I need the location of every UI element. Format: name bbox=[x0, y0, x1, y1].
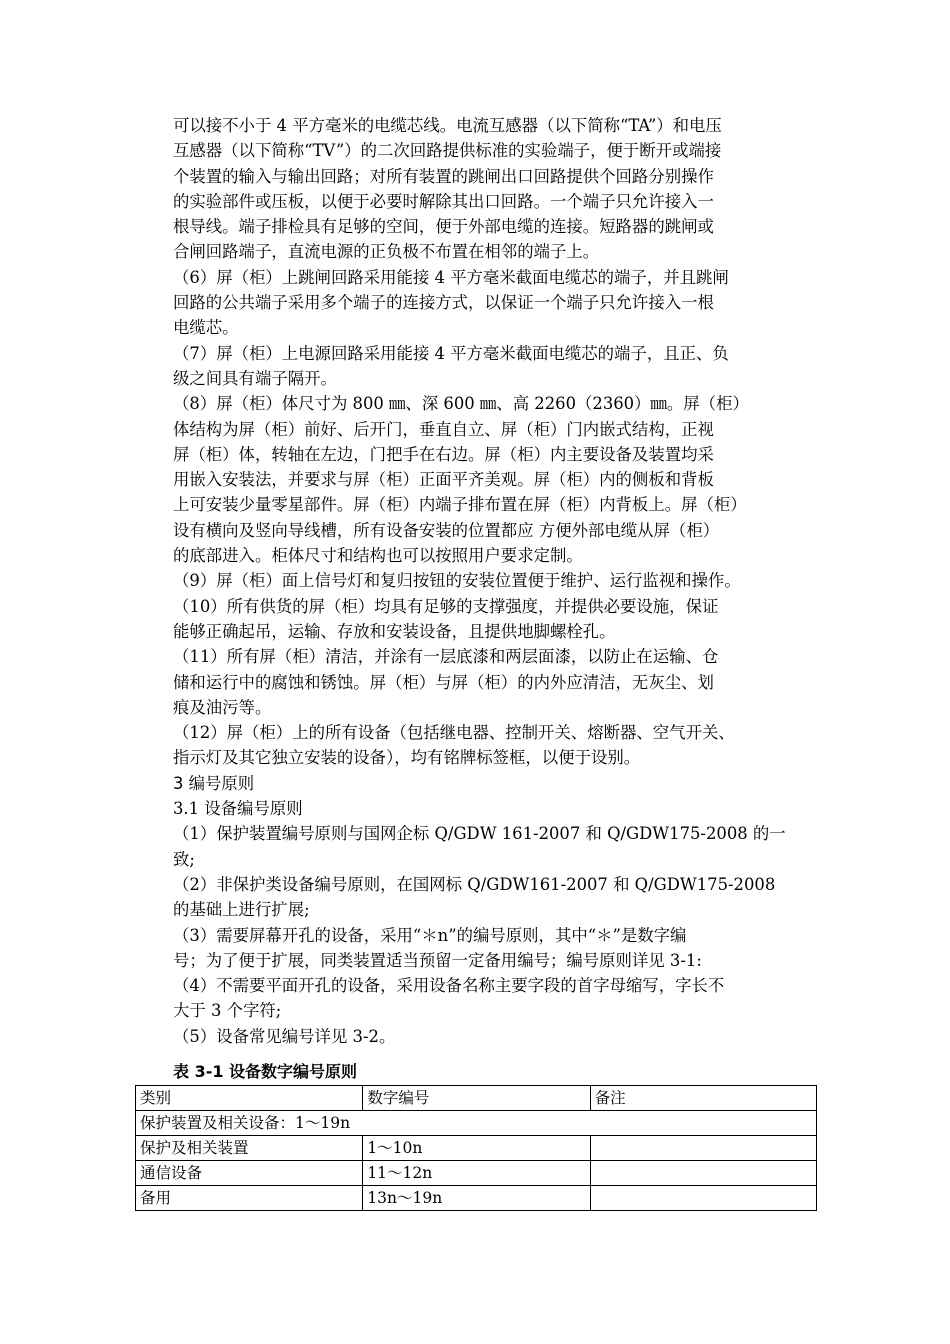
body-text-line: 设有横向及竖向导线槽，所有设备安装的位置都应 方便外部电缆从屏（柜） bbox=[173, 520, 720, 540]
body-text-line: 的实验部件或压板，以便于必要时解除其出口回路。一个端子只允许接入一 bbox=[173, 191, 714, 211]
table-row bbox=[136, 1136, 817, 1161]
body-text-line: （6）屏（柜）上跳闸回路采用能接 4 平方毫米截面电缆芯的端子，并且跳闸 bbox=[173, 267, 729, 287]
body-text-line: 个装置的输入与输出回路；对所有装置的跳闸出口回路提供个回路分别操作 bbox=[173, 166, 714, 186]
numbering-rule-line: （5）设备常见编号详见 3-2。 bbox=[173, 1026, 396, 1046]
body-text-line: （7）屏（柜）上电源回路采用能接 4 平方毫米截面电缆芯的端子，且正、负 bbox=[173, 343, 729, 363]
table-cell: 备用 bbox=[136, 1186, 363, 1211]
body-text-line: （11）所有屏（柜）清洁，并涂有一层底漆和两层面漆，以防止在运输、仓 bbox=[173, 647, 719, 667]
table-group-cell: 保护装置及相关设备：1～19n bbox=[136, 1111, 817, 1136]
body-text-line: 级之间具有端子隔开。 bbox=[173, 368, 337, 388]
body-text-line: 可以接不小于 4 平方毫米的电缆芯线。电流互感器（以下简称“TA”）和电压 bbox=[173, 116, 722, 135]
body-text-line: 能够正确起吊，运输、存放和安装设备，且提供地脚螺栓孔。 bbox=[173, 621, 616, 641]
body-text-line: （12）屏（柜）上的所有设备（包括继电器、控制开关、熔断器、空气开关、 bbox=[173, 723, 735, 743]
table-group-row bbox=[136, 1111, 817, 1136]
numbering-rule-line: 致; bbox=[173, 849, 195, 869]
body-text-line: 用嵌入安装法，并要求与屏（柜）正面平齐美观。屏（柜）内的侧板和背板 bbox=[173, 470, 714, 490]
body-text-line: 互感器（以下简称“TV”）的二次回路提供标准的实验端子，便于断开或端接 bbox=[173, 141, 722, 161]
numbering-rule-line: （2）非保护类设备编号原则，在国网标 Q/GDW161-2007 和 Q/GDW175-2008 bbox=[173, 874, 776, 894]
table-cell bbox=[590, 1161, 816, 1186]
body-text bbox=[173, 113, 811, 771]
body-text-line: 体结构为屏（柜）前好、后开门，垂直自立、屏（柜）门内嵌式结构，正视 bbox=[173, 419, 714, 439]
numbering-rule-line: （3）需要屏幕开孔的设备，采用“＊n”的编号原则，其中“＊”是数字编 bbox=[173, 925, 687, 945]
body-text-line: 痕及油污等。 bbox=[173, 697, 272, 717]
table-row bbox=[136, 1186, 817, 1211]
numbering-rule-line: 号；为了便于扩展，同类装置适当预留一定备用编号；编号原则详见 3-1: bbox=[173, 950, 702, 970]
body-text-line: 的底部进入。柜体尺寸和结构也可以按照用户要求定制。 bbox=[173, 546, 583, 566]
table-cell bbox=[590, 1136, 816, 1161]
numbering-rule-line: 的基础上进行扩展; bbox=[173, 900, 310, 920]
table-cell bbox=[590, 1186, 816, 1211]
body-text-line: （10）所有供货的屏（柜）均具有足够的支撑强度，并提供必要设施，保证 bbox=[173, 596, 719, 616]
body-text-line: 合闸回路端子，直流电源的正负极不布置在相邻的端子上。 bbox=[173, 242, 600, 262]
body-text-line: 上可安装少量零星部件。屏（柜）内端子排布置在屏（柜）内背板上。屏（柜） bbox=[173, 495, 747, 515]
body-text-line: （8）屏（柜）体尺寸为 800 ㎜、深 600 ㎜、高 2260（2360）㎜。屏（柜） bbox=[173, 394, 749, 414]
table-header-row bbox=[136, 1086, 817, 1111]
table-cell: 11～12n bbox=[363, 1161, 590, 1186]
body-text-line: （9）屏（柜）面上信号灯和复归按钮的安装位置便于维护、运行监视和操作。 bbox=[173, 571, 741, 591]
table-row bbox=[136, 1161, 817, 1186]
device-numbering-table bbox=[135, 1085, 817, 1211]
table-cell: 1～10n bbox=[363, 1136, 590, 1161]
body-text-line: 电缆芯。 bbox=[173, 318, 239, 338]
table-cell: 通信设备 bbox=[136, 1161, 363, 1186]
body-text-line: 指示灯及其它独立安装的设备），均有铭牌标签框，以便于设别。 bbox=[173, 748, 641, 768]
body-text-line: 根导线。端子排检具有足够的空间，便于外部电缆的连接。短路器的跳闸或 bbox=[173, 217, 714, 237]
body-text-line: 回路的公共端子采用多个端子的连接方式，以保证一个端子只允许接入一根 bbox=[173, 293, 714, 313]
document-body bbox=[173, 113, 811, 1049]
table-cell: 保护及相关装置 bbox=[136, 1136, 363, 1161]
table-header-cell: 备注 bbox=[590, 1086, 816, 1111]
numbering-rule-line: （1）保护装置编号原则与国网企标 Q/GDW 161-2007 和 Q/GDW175-2008 的一 bbox=[173, 824, 786, 844]
numbering-rule-line: （4）不需要平面开孔的设备，采用设备名称主要字段的首字母缩写，字长不 bbox=[173, 976, 725, 996]
subsection-heading: 3.1 设备编号原则 bbox=[173, 799, 303, 819]
table-title: 表 3-1 设备数字编号原则 bbox=[173, 1062, 358, 1081]
table-header-cell: 数字编号 bbox=[363, 1086, 590, 1111]
numbering-rule-line: 大于 3 个字符; bbox=[173, 1001, 282, 1021]
table-cell: 13n～19n bbox=[363, 1186, 590, 1211]
body-text-line: 屏（柜）体，转轴在左边，门把手在右边。屏（柜）内主要设备及装置均采 bbox=[173, 444, 714, 464]
numbering-rules-text bbox=[173, 821, 811, 1049]
table-header-cell: 类别 bbox=[136, 1086, 363, 1111]
section-heading: 3 编号原则 bbox=[173, 773, 255, 793]
body-text-line: 储和运行中的腐蚀和锈蚀。屏（柜）与屏（柜）的内外应清洁，无灰尘、划 bbox=[173, 672, 714, 692]
